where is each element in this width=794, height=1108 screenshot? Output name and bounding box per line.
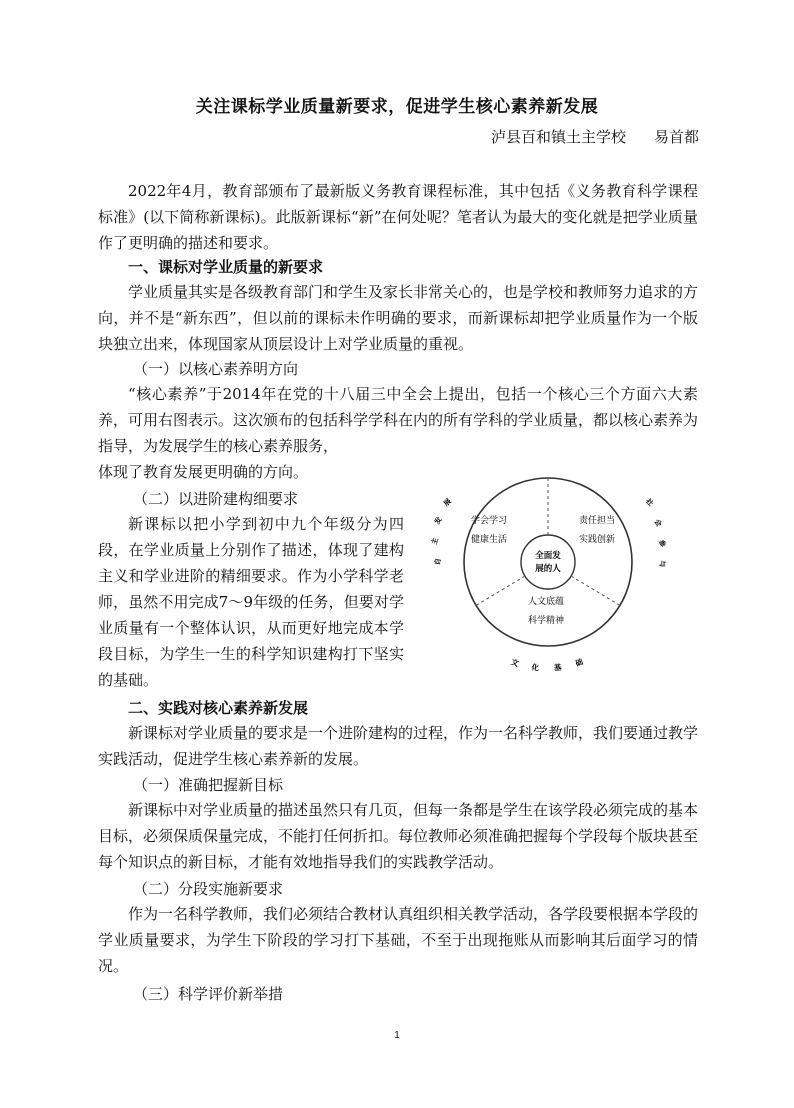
outer-bottom-char-2: 化 <box>531 662 540 673</box>
center-label-1: 全面发 <box>535 551 561 561</box>
paragraph-progression: 新课标以把小学到初中九个年级分为四段，在学业质量上分别作了描述，体现了建构主义和学业进阶的精细要求。作为小学科学老师，虽然不用完成7～9年级的任务，但要对学业质量有一个整体认识，从而更好地完成本学段目标，为学生一生的科学知识建构打下坚实的基础。 <box>98 515 404 689</box>
outer-left-char-1: 自 <box>433 557 443 566</box>
author-line <box>491 126 699 147</box>
heading-section-2-2: （二）分段实施新要求 <box>133 880 284 898</box>
document-title: 关注课标学业质量新要求，促进学生核心素养新发展 <box>195 97 599 117</box>
outer-bottom-char-1: 文 <box>509 657 520 669</box>
right-label-1: 责任担当 <box>578 516 616 526</box>
outer-right-char-3: 参 <box>657 539 667 548</box>
bottom-label-1: 人文底蕴 <box>527 597 565 607</box>
outer-bottom-char-3: 基 <box>553 662 562 673</box>
bottom-label-2: 科学精神 <box>527 616 565 626</box>
paragraph-intro: 2022年4月，教育部颁布了最新版义务教育课程标准，其中包括《义务教育科学课程标准》(以下简称新课标)。此版新课标“新”在何处呢？笔者认为最大的变化就是把学业质量作了更明确的描述和要求。 <box>98 182 698 252</box>
left-label-1: 学会学习 <box>470 516 508 526</box>
outer-left-char-3: 发 <box>433 515 444 527</box>
core-literacy-diagram <box>422 462 690 684</box>
paragraph-section-2: 新课标对学业质量的要求是一个进阶建构的过程，作为一名科学教师，我们要通过教学实践活动，促进学生核心素养新的发展。 <box>98 724 699 768</box>
heading-section-1: 一、课标对学业质量的新要求 <box>128 258 324 276</box>
outer-left-char-2: 主 <box>430 536 441 546</box>
paragraph-stages: 作为一名科学教师，我们必须结合教材认真组织相关教学活动，各学段要根据本学段的学业质量要求，为学生下阶段的学习打下基础，不至于出现拖账从而影响其后面学习的情况。 <box>98 905 699 975</box>
paragraph-target: 新课标中对学业质量的描述虽然只有几页，但每一条都是学生在该学段必须完成的基本目标，必须保质保量完成，不能打任何折扣。每位教师必须准确把握每个学段每个版块甚至每个知识点的新目标，才能有效地指导我们的实践教学活动。 <box>98 801 699 871</box>
author-school: 泸县百和镇土主学校 <box>490 128 626 146</box>
heading-section-1-1: （一）以核心素养明方向 <box>133 360 299 378</box>
right-label-2: 实践创新 <box>578 535 616 545</box>
center-ring <box>521 535 575 589</box>
outer-right-char-4: 与 <box>657 559 667 568</box>
outer-bottom-char-4: 础 <box>574 657 585 669</box>
divider-right <box>571 576 621 606</box>
outer-right-char-1: 社 <box>644 497 655 508</box>
heading-section-2: 二、实践对核心素养新发展 <box>128 699 309 717</box>
outer-right-char-2: 会 <box>652 517 663 529</box>
heading-section-1-2: （二）以进阶建构细要求 <box>133 490 299 508</box>
divider-left <box>475 576 525 606</box>
heading-section-2-3: （三）科学评价新举措 <box>133 985 284 1003</box>
left-label-2: 健康生活 <box>470 535 508 545</box>
paragraph-core-literacy-cont: 体现了教育发展更明确的方向。 <box>98 463 309 481</box>
center-label-2: 展的人 <box>535 564 561 574</box>
author-name: 易首都 <box>653 128 699 146</box>
outer-left-char-4: 展 <box>442 497 453 508</box>
paragraph-section-1: 学业质量其实是各级教育部门和学生及家长非常关心的，也是学校和教师努力追求的方向，并不是“新东西”，但以前的课标未作明确的要求，而新课标却把学业质量作为一个版块独立出来，体现国家从顶层设计上对学业质量的重视。 <box>98 283 699 353</box>
heading-section-2-1: （一）准确把握新目标 <box>133 776 284 794</box>
paragraph-core-literacy: “核心素养”于2014年在党的十八届三中全会上提出，包括一个核心三个方面六大素养，可用右图表示。这次颁布的包括科学学科在内的所有学科的学业质量，都以核心素养为指导，为发展学生的核心素养服务， <box>98 385 699 455</box>
page-number: 1 <box>394 1030 400 1041</box>
